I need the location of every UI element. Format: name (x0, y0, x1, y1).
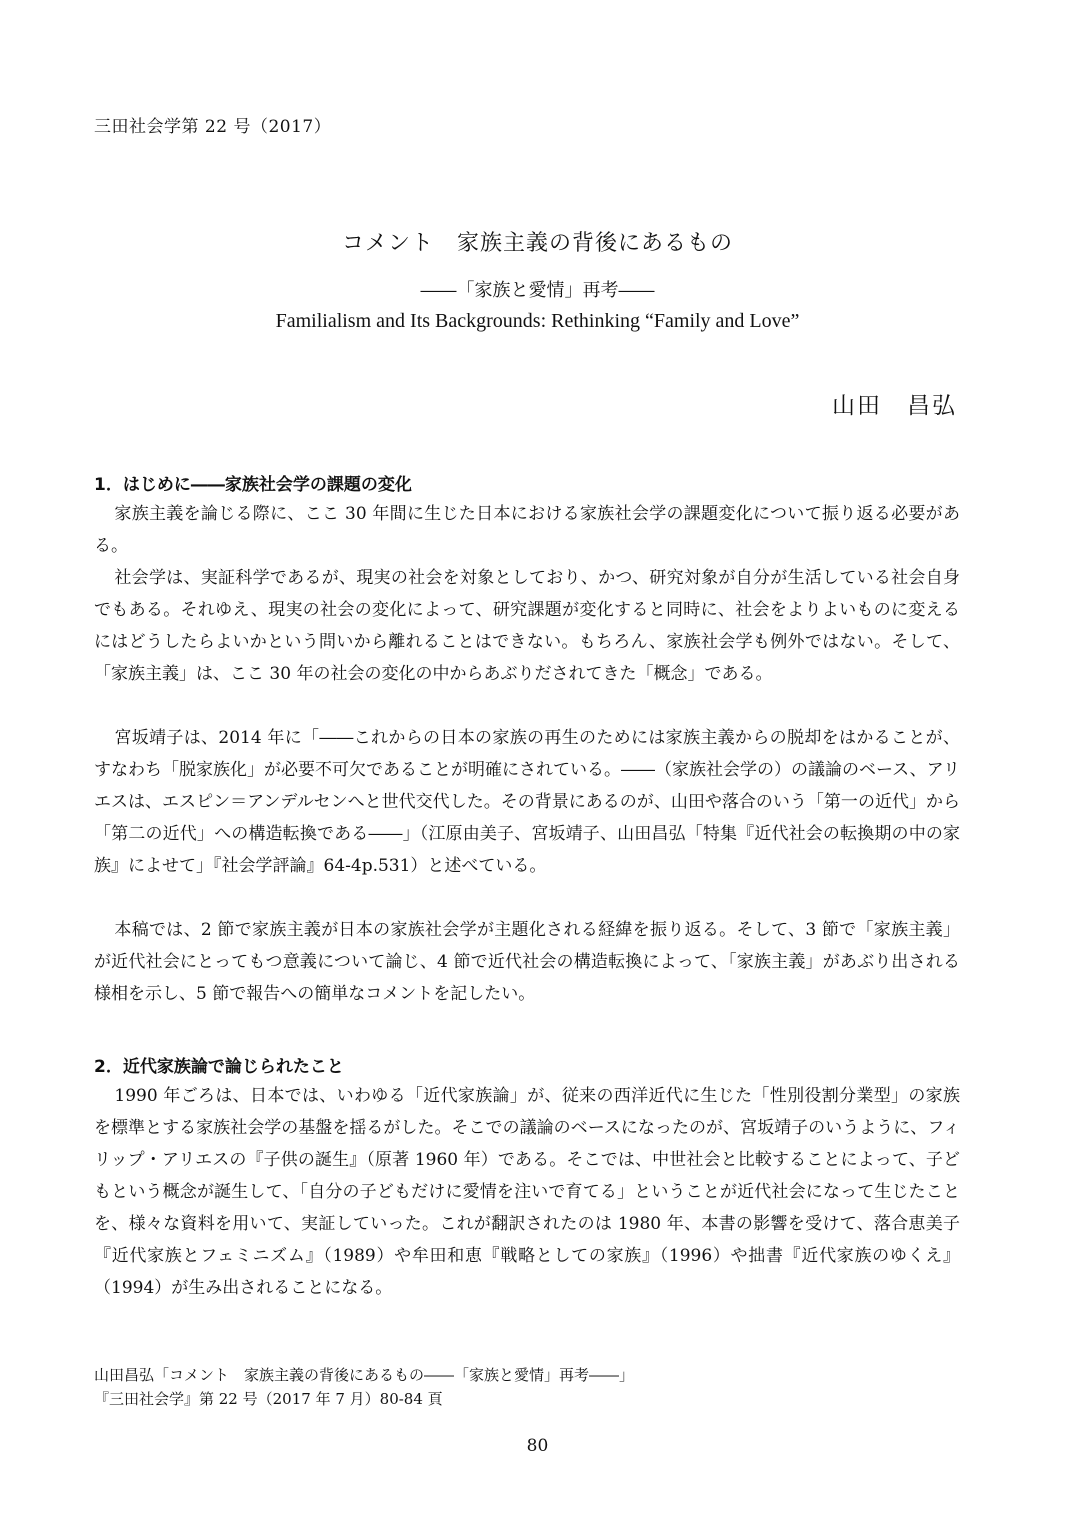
section-1-paragraph-4: 本稿では、2 節で家族主義が日本の家族社会学が主題化される経緯を振り返る。そして、3 節で「家族主義」が近代社会にとってもつ意義について論じ、4 節で近代社会の構造転換によって、「家族主義」があぶり出される様相を示し、5 節で報告への簡単なコメントを記したい。 (94, 920, 960, 1004)
section-1-paragraph-3: 宮坂靖子は、2014 年に「――これからの日本の家族の再生のためには家族主義からの脱却をはかることが、すなわち「脱家族化」が必要不可欠であることが明確にされている。――（家族社会学の）の議論のベース、アリエスは、エスピン＝アンデルセンへと世代交代した。その背景にあるのが、山田や落合のいう「第一の近代」から「第二の近代」への構造転換である――」（江原由美子、宮坂靖子、山田昌弘「特集『近代社会の転換期の中の家族』によせて」『社会学評論』64-4p.531）と述べている。 (94, 728, 960, 876)
section-2-heading: 2．近代家族論で論じられたこと (94, 1057, 344, 1077)
article-title-english: Familialism and Its Backgrounds: Rethinking “Family and Love” (275, 310, 800, 332)
article-title: コメント 家族主義の背後にあるもの (341, 231, 733, 256)
running-header: 三田社会学第 22 号（2017） (94, 117, 332, 137)
citation-line-2: 『三田社会学』第 22 号（2017 年 7 月）80-84 頁 (94, 1390, 443, 1408)
section-2-paragraph-1: 1990 年ごろは、日本では、いわゆる「近代家族論」が、従来の西洋近代に生じた「性別役割分業型」の家族を標準とする家族社会学の基盤を揺るがした。そこでの議論のベースになったのが、宮坂靖子のいうように、フィリップ・アリエスの『子供の誕生』（原著 1960 年）である。そこでは、中世社会と比較することによって、子どもという概念が誕生して、「自分の子どもだけに愛情を注いで育てる」ということが近代社会になって生じたことを、様々な資料を用いて、実証していった。これが翻訳されたのは 1980 年、本書の影響を受けて、落合恵美子『近代家族とフェミニズム』（1989）や牟田和恵『戦略としての家族』（1996）や拙書『近代家族のゆくえ』（1994）が生み出されることになる。 (94, 1086, 960, 1298)
author-name: 山田 昌弘 (832, 393, 957, 419)
citation-line-1: 山田昌弘「コメント 家族主義の背後にあるもの――「家族と愛情」再考――」 (94, 1366, 635, 1384)
section-1-heading: 1．はじめに――家族社会学の課題の変化 (94, 475, 412, 495)
section-1-paragraph-2: 社会学は、実証科学であるが、現実の社会を対象としており、かつ、研究対象が自分が生活している社会自身でもある。それゆえ、現実の社会の変化によって、研究課題が変化すると同時に、社会をよりよいものに変えるにはどうしたらよいかという問いから離れることはできない。もちろん、家族社会学も例外ではない。そして、「家族主義」は、ここ 30 年の社会の変化の中からあぶりだされてきた「概念」である。 (94, 568, 960, 684)
page-number: 80 (526, 1436, 549, 1456)
article-subtitle: ――「家族と愛情」再考―― (420, 280, 655, 301)
section-1-paragraph-1: 家族主義を論じる際に、ここ 30 年間に生じた日本における家族社会学の課題変化について振り返る必要がある。 (94, 504, 960, 556)
